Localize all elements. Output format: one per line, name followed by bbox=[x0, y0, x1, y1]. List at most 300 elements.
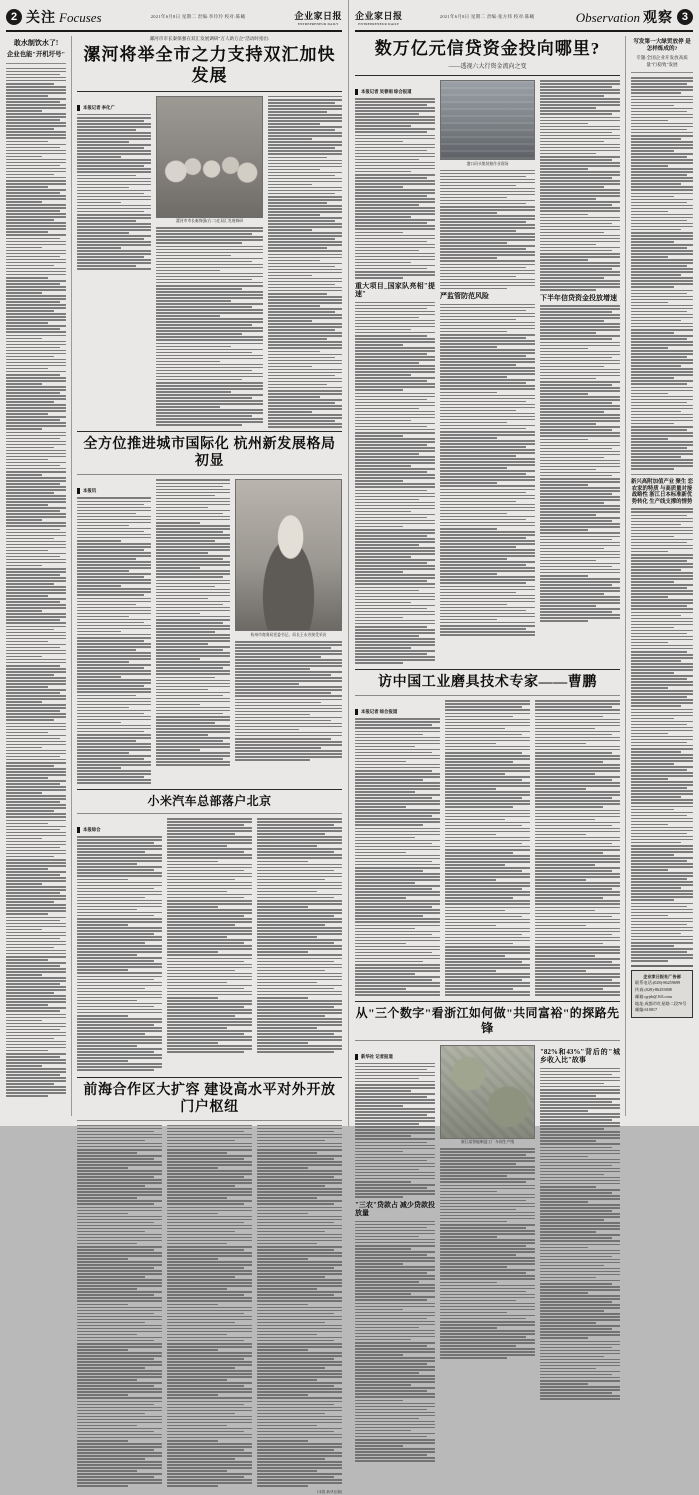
text-line bbox=[77, 229, 151, 231]
text-line bbox=[6, 804, 66, 806]
text-line bbox=[535, 800, 620, 802]
text-line bbox=[167, 1485, 218, 1487]
text-line bbox=[535, 788, 586, 790]
text-line bbox=[257, 1425, 317, 1427]
text-line bbox=[535, 776, 620, 778]
text-line bbox=[167, 1482, 252, 1484]
text-line bbox=[445, 755, 530, 757]
text-line bbox=[268, 417, 342, 419]
text-line bbox=[440, 1272, 526, 1274]
text-line bbox=[535, 819, 595, 821]
text-line bbox=[167, 1473, 252, 1475]
text-line bbox=[631, 569, 681, 571]
text-line bbox=[77, 1446, 162, 1448]
text-line bbox=[540, 1271, 620, 1273]
text-line bbox=[355, 1227, 427, 1229]
text-line bbox=[540, 502, 604, 504]
text-line bbox=[540, 1198, 620, 1200]
text-line bbox=[445, 967, 530, 969]
text-line bbox=[540, 280, 620, 282]
text-line bbox=[77, 226, 151, 228]
text-line bbox=[268, 199, 342, 201]
text-line bbox=[355, 1269, 435, 1271]
text-line bbox=[540, 1095, 596, 1097]
text-line bbox=[540, 80, 620, 82]
text-line bbox=[631, 126, 693, 128]
text-line bbox=[6, 83, 54, 85]
text-line bbox=[6, 592, 66, 594]
text-line bbox=[631, 781, 693, 783]
text-line bbox=[631, 335, 693, 337]
text-line bbox=[540, 1143, 620, 1145]
text-line bbox=[445, 719, 530, 721]
text-line bbox=[540, 144, 620, 146]
text-line bbox=[540, 557, 620, 559]
text-line bbox=[77, 1261, 162, 1263]
text-line bbox=[77, 540, 121, 542]
text-line bbox=[6, 677, 66, 679]
text-line bbox=[77, 991, 162, 993]
text-line bbox=[156, 658, 200, 660]
text-line bbox=[631, 927, 693, 929]
text-line bbox=[167, 1015, 235, 1017]
text-line bbox=[355, 490, 427, 492]
text-line bbox=[631, 356, 687, 358]
text-line bbox=[355, 596, 435, 598]
text-line bbox=[156, 543, 230, 545]
text-line bbox=[540, 195, 620, 197]
text-line bbox=[6, 680, 66, 682]
text-line bbox=[167, 873, 252, 875]
text-line bbox=[355, 824, 423, 826]
text-line bbox=[355, 435, 403, 437]
r-lead-tag: 本报记者 吴春雨 综合报道 bbox=[355, 89, 412, 95]
text-line bbox=[257, 897, 334, 899]
text-line bbox=[355, 1257, 435, 1259]
text-line bbox=[440, 422, 507, 424]
text-line bbox=[631, 459, 693, 461]
text-line bbox=[167, 1304, 218, 1306]
text-line bbox=[6, 116, 66, 118]
text-line bbox=[355, 499, 419, 501]
text-line bbox=[6, 371, 66, 373]
text-line bbox=[156, 339, 263, 341]
text-line bbox=[77, 1458, 145, 1460]
text-line bbox=[631, 223, 693, 225]
text-line bbox=[445, 943, 513, 945]
text-line bbox=[440, 485, 535, 487]
text-line bbox=[535, 903, 620, 905]
text-line bbox=[156, 255, 231, 257]
text-line bbox=[535, 831, 620, 833]
text-line bbox=[257, 1434, 342, 1436]
text-line bbox=[268, 402, 335, 404]
text-line bbox=[6, 759, 66, 761]
text-line bbox=[355, 1375, 435, 1377]
text-line bbox=[445, 946, 530, 948]
text-line bbox=[631, 912, 693, 914]
text-line bbox=[167, 1343, 252, 1345]
text-line bbox=[156, 294, 263, 296]
text-line bbox=[355, 189, 435, 191]
text-line bbox=[355, 970, 440, 972]
text-line bbox=[156, 330, 263, 332]
text-line bbox=[631, 329, 693, 331]
text-line bbox=[77, 126, 151, 128]
text-line bbox=[535, 967, 620, 969]
text-line bbox=[156, 580, 230, 582]
text-line bbox=[257, 1167, 308, 1169]
text-line bbox=[6, 225, 66, 227]
text-line bbox=[6, 583, 54, 585]
text-line bbox=[440, 1245, 526, 1247]
text-line bbox=[540, 1098, 620, 1100]
text-line bbox=[167, 1252, 252, 1254]
text-line bbox=[355, 219, 435, 221]
right-date-line: 2021年6月8日 星期二 责编:张方炜 校对:陈曦 bbox=[439, 13, 535, 19]
text-line bbox=[6, 656, 42, 658]
text-line bbox=[6, 1010, 60, 1012]
text-line bbox=[156, 333, 242, 335]
text-line bbox=[235, 644, 342, 646]
text-line bbox=[445, 758, 530, 760]
text-line bbox=[440, 257, 497, 259]
text-line bbox=[540, 1347, 612, 1349]
text-line bbox=[355, 659, 435, 661]
text-line bbox=[631, 123, 693, 125]
text-line bbox=[540, 117, 620, 119]
text-line bbox=[355, 870, 423, 872]
text-line bbox=[631, 262, 693, 264]
text-line bbox=[631, 299, 693, 301]
text-line bbox=[77, 220, 136, 222]
text-line bbox=[355, 1063, 435, 1065]
text-line bbox=[355, 1369, 435, 1371]
text-line bbox=[355, 743, 440, 745]
text-line bbox=[257, 1003, 342, 1005]
text-line bbox=[355, 909, 440, 911]
text-line bbox=[268, 390, 342, 392]
text-line bbox=[77, 1416, 162, 1418]
text-line bbox=[540, 493, 612, 495]
text-line bbox=[540, 83, 620, 85]
text-line bbox=[355, 538, 435, 540]
text-line bbox=[257, 1128, 342, 1130]
text-line bbox=[6, 459, 48, 461]
text-line bbox=[257, 1482, 342, 1484]
text-line bbox=[6, 616, 66, 618]
text-line bbox=[355, 268, 427, 270]
text-line bbox=[6, 674, 54, 676]
text-line bbox=[257, 1176, 334, 1178]
text-line bbox=[257, 1182, 342, 1184]
text-line bbox=[167, 1155, 252, 1157]
text-line bbox=[540, 417, 620, 419]
text-line bbox=[355, 761, 406, 763]
text-line bbox=[440, 598, 535, 600]
text-line bbox=[77, 1343, 162, 1345]
text-line bbox=[77, 1482, 162, 1484]
text-line bbox=[235, 729, 299, 731]
text-line bbox=[6, 474, 42, 476]
text-line bbox=[257, 1455, 342, 1457]
text-line bbox=[540, 1350, 620, 1352]
text-line bbox=[77, 244, 151, 246]
text-line bbox=[167, 1219, 252, 1221]
text-line bbox=[440, 270, 535, 272]
text-line bbox=[355, 174, 435, 176]
text-line bbox=[268, 387, 342, 389]
text-line bbox=[355, 1433, 435, 1435]
text-line bbox=[540, 123, 588, 125]
text-line bbox=[257, 1464, 342, 1466]
text-line bbox=[6, 538, 54, 540]
text-line bbox=[77, 567, 151, 569]
text-line bbox=[631, 696, 687, 698]
text-line bbox=[77, 969, 128, 971]
text-line bbox=[355, 1260, 435, 1262]
text-line bbox=[77, 610, 151, 612]
text-line bbox=[355, 529, 435, 531]
text-line bbox=[235, 659, 342, 661]
text-line bbox=[631, 417, 693, 419]
text-line bbox=[631, 557, 693, 559]
text-line bbox=[535, 810, 620, 812]
text-line bbox=[631, 383, 687, 385]
text-line bbox=[540, 560, 596, 562]
text-line bbox=[167, 824, 244, 826]
masthead-logo-right: 企业家日报 ENTREPRENEUR DAILY bbox=[355, 10, 403, 26]
text-line bbox=[167, 1422, 252, 1424]
text-line bbox=[445, 931, 530, 933]
text-line bbox=[355, 1418, 419, 1420]
text-line bbox=[445, 737, 530, 739]
text-line bbox=[440, 610, 526, 612]
text-line bbox=[355, 271, 435, 273]
text-line bbox=[355, 931, 440, 933]
text-line bbox=[355, 629, 435, 631]
text-line bbox=[540, 232, 604, 234]
text-line bbox=[355, 502, 435, 504]
text-line bbox=[6, 1038, 54, 1040]
text-line bbox=[440, 361, 535, 363]
r-sub-headline-2: 下半年信贷资金投放增速 bbox=[540, 293, 617, 302]
text-line bbox=[540, 1210, 612, 1212]
text-line bbox=[540, 268, 612, 270]
text-line bbox=[355, 238, 435, 240]
text-line bbox=[167, 1385, 244, 1387]
text-line bbox=[631, 371, 693, 373]
text-line bbox=[355, 958, 440, 960]
text-line bbox=[77, 1036, 162, 1038]
text-line bbox=[540, 329, 620, 331]
text-line bbox=[540, 132, 612, 134]
text-line bbox=[540, 1159, 620, 1161]
text-line bbox=[631, 960, 668, 962]
text-line bbox=[156, 698, 230, 700]
text-line bbox=[268, 175, 335, 177]
text-line bbox=[540, 1368, 596, 1370]
text-line bbox=[6, 1086, 66, 1088]
text-line bbox=[77, 1140, 145, 1142]
text-line bbox=[77, 1066, 162, 1068]
lead-text-col-1 bbox=[77, 96, 151, 429]
text-line bbox=[77, 516, 151, 518]
text-line bbox=[6, 216, 66, 218]
text-line bbox=[6, 171, 66, 173]
text-line bbox=[355, 556, 411, 558]
text-line bbox=[540, 86, 612, 88]
text-line bbox=[77, 1131, 154, 1133]
lead-text-col-3 bbox=[268, 96, 342, 429]
text-line bbox=[6, 532, 66, 534]
text-line bbox=[355, 1299, 427, 1301]
text-line bbox=[167, 939, 252, 941]
text-line bbox=[440, 1197, 535, 1199]
text-line bbox=[445, 816, 530, 818]
text-line bbox=[355, 1117, 435, 1119]
text-line bbox=[268, 426, 342, 428]
text-line bbox=[445, 864, 505, 866]
text-line bbox=[535, 755, 620, 757]
text-line bbox=[167, 1437, 252, 1439]
text-line bbox=[6, 74, 60, 76]
text-line bbox=[440, 595, 535, 597]
text-line bbox=[631, 108, 693, 110]
text-line bbox=[631, 177, 693, 179]
text-line bbox=[268, 296, 342, 298]
text-line bbox=[631, 168, 693, 170]
text-line bbox=[355, 626, 427, 628]
text-line bbox=[77, 1128, 162, 1130]
text-line bbox=[167, 1285, 252, 1287]
text-line bbox=[77, 679, 151, 681]
text-line bbox=[77, 1048, 162, 1050]
text-line bbox=[535, 994, 620, 996]
text-line bbox=[6, 483, 60, 485]
text-line bbox=[631, 584, 693, 586]
text-line bbox=[268, 108, 342, 110]
text-line bbox=[440, 1297, 535, 1299]
text-line bbox=[268, 163, 342, 165]
text-line bbox=[167, 1397, 252, 1399]
text-line bbox=[355, 216, 411, 218]
text-line bbox=[445, 888, 522, 890]
text-line bbox=[156, 261, 252, 263]
text-line bbox=[631, 730, 693, 732]
text-line bbox=[540, 608, 620, 610]
text-line bbox=[77, 1054, 162, 1056]
text-line bbox=[540, 265, 620, 267]
text-line bbox=[535, 722, 620, 724]
text-line bbox=[6, 107, 66, 109]
text-line bbox=[355, 1181, 411, 1183]
text-line bbox=[355, 758, 440, 760]
text-line bbox=[156, 495, 215, 497]
text-line bbox=[631, 899, 674, 901]
text-line bbox=[631, 332, 674, 334]
text-line bbox=[77, 1376, 162, 1378]
text-line bbox=[631, 111, 687, 113]
text-line bbox=[540, 1341, 620, 1343]
text-line bbox=[535, 916, 612, 918]
text-line bbox=[6, 110, 42, 112]
text-line bbox=[77, 1222, 154, 1224]
text-line bbox=[355, 408, 419, 410]
text-line bbox=[631, 924, 687, 926]
text-line bbox=[156, 242, 242, 244]
text-line bbox=[6, 525, 66, 527]
text-line bbox=[257, 1131, 334, 1133]
text-line bbox=[631, 147, 693, 149]
text-line bbox=[167, 1382, 252, 1384]
text-line bbox=[6, 910, 66, 912]
text-line bbox=[440, 343, 535, 345]
text-line bbox=[540, 1125, 620, 1127]
text-line bbox=[167, 976, 252, 978]
text-line bbox=[355, 1348, 435, 1350]
text-line bbox=[167, 1042, 218, 1044]
text-line bbox=[445, 988, 513, 990]
text-line bbox=[156, 525, 230, 527]
text-line bbox=[6, 198, 66, 200]
text-line bbox=[440, 522, 535, 524]
text-line bbox=[540, 241, 620, 243]
text-line bbox=[6, 350, 66, 352]
text-line bbox=[257, 1197, 317, 1199]
text-line bbox=[77, 737, 151, 739]
text-line bbox=[6, 765, 54, 767]
text-line bbox=[6, 974, 42, 976]
text-line bbox=[6, 489, 66, 491]
text-line bbox=[257, 930, 342, 932]
text-line bbox=[6, 732, 48, 734]
text-line bbox=[631, 141, 693, 143]
text-line bbox=[445, 858, 530, 860]
text-line bbox=[440, 476, 535, 478]
story3-col-1 bbox=[77, 818, 162, 1072]
text-line bbox=[167, 1036, 252, 1038]
text-line bbox=[156, 707, 230, 709]
text-line bbox=[167, 1134, 252, 1136]
right-page bbox=[349, 0, 699, 1218]
text-line bbox=[156, 276, 263, 278]
text-line bbox=[440, 519, 526, 521]
text-line bbox=[257, 1297, 342, 1299]
text-line bbox=[6, 610, 42, 612]
text-line bbox=[440, 401, 526, 403]
text-line bbox=[167, 1425, 227, 1427]
text-line bbox=[257, 1210, 342, 1212]
text-line bbox=[445, 767, 530, 769]
text-line bbox=[156, 479, 230, 481]
text-line bbox=[355, 423, 435, 425]
text-line bbox=[268, 260, 320, 262]
text-line bbox=[77, 634, 151, 636]
text-line bbox=[440, 616, 535, 618]
text-line bbox=[77, 543, 151, 545]
left-col-body bbox=[6, 68, 66, 1097]
text-line bbox=[268, 347, 342, 349]
text-line bbox=[6, 265, 54, 267]
text-line bbox=[167, 1173, 252, 1175]
text-line bbox=[440, 224, 535, 226]
text-line bbox=[257, 821, 342, 823]
text-line bbox=[6, 786, 66, 788]
text-line bbox=[355, 1224, 435, 1226]
text-line bbox=[167, 1264, 252, 1266]
text-line bbox=[257, 1146, 342, 1148]
